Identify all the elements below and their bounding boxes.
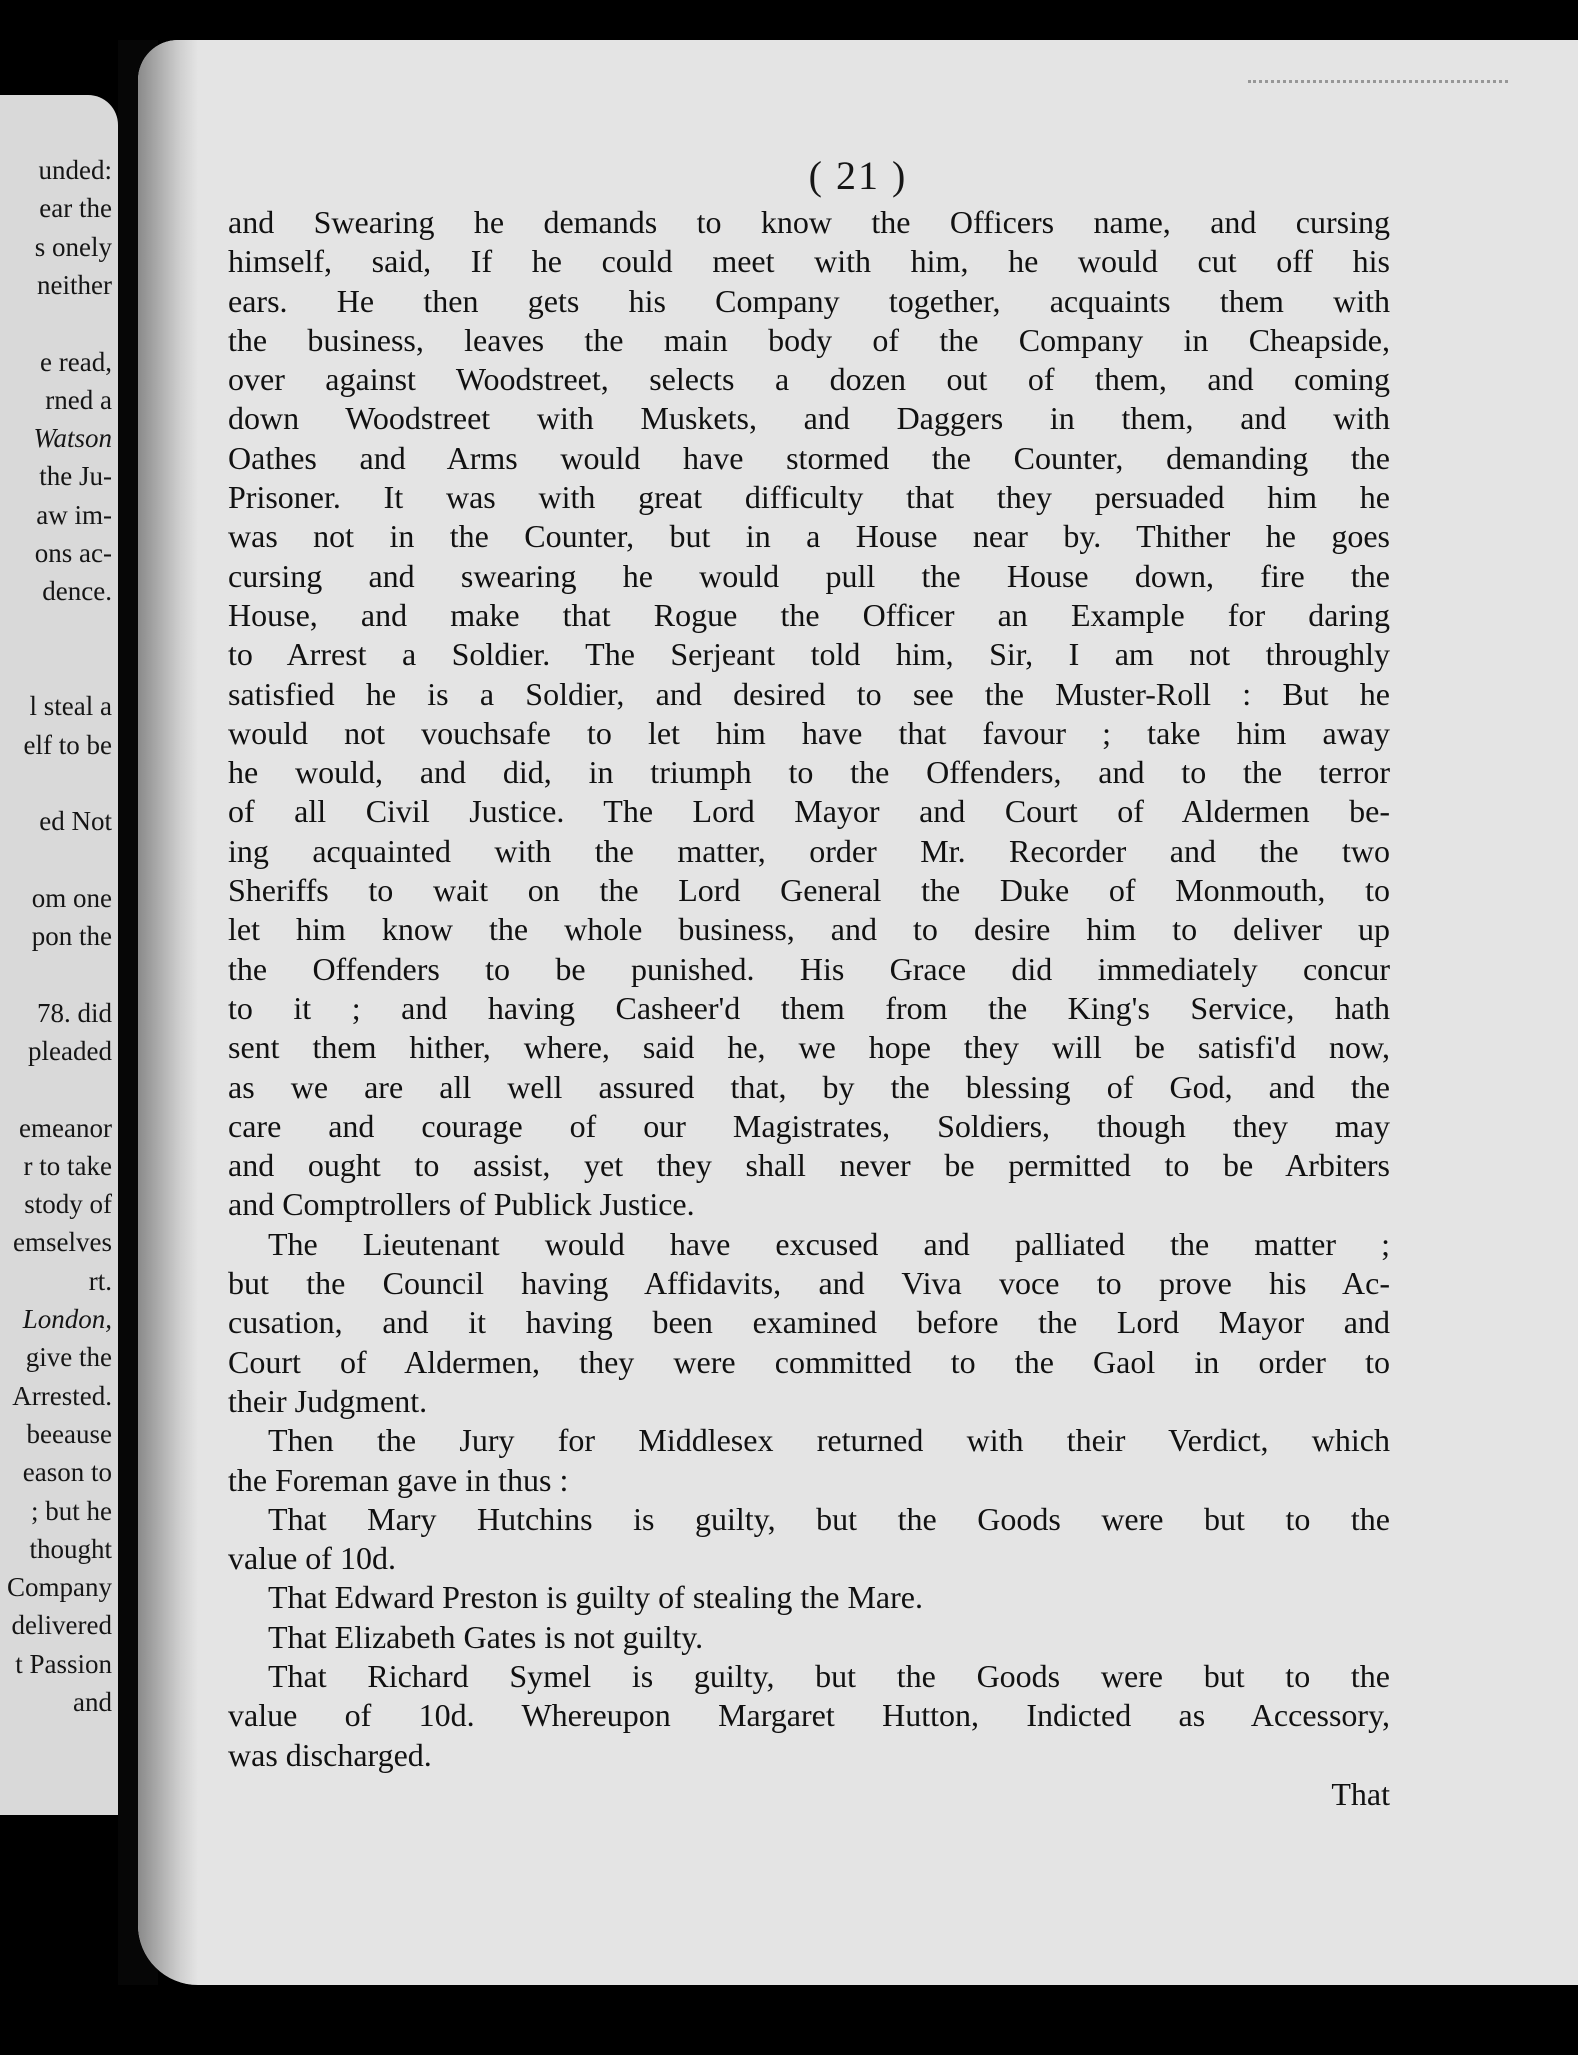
ink-smudge bbox=[1248, 80, 1508, 91]
text-line: The Lieutenant would have excused and palliated the matter ; bbox=[268, 1225, 1390, 1262]
text-line: ing acquainted with the matter, order Mr. Recorder and the two bbox=[228, 832, 1390, 869]
text-line: would not vouchsafe to let him have that favour ; take him away bbox=[228, 714, 1390, 751]
text-line: care and courage of our Magistrates, Soldiers, though they may bbox=[228, 1107, 1390, 1144]
left-margin-fragment: emselves bbox=[13, 1227, 112, 1258]
facing-page-fragment bbox=[0, 95, 118, 1815]
text-line: and Comptrollers of Publick Justice. bbox=[228, 1186, 695, 1223]
text-line: as we are all well assured that, by the blessing of God, and the bbox=[228, 1068, 1390, 1105]
text-line: That Mary Hutchins is guilty, but the Goods were but to the bbox=[268, 1500, 1390, 1537]
text-line: to Arrest a Soldier. The Serjeant told him, Sir, I am not throughly bbox=[228, 636, 1390, 673]
text-line: the Foreman gave in thus : bbox=[228, 1461, 569, 1498]
page-number: ( 21 ) bbox=[808, 153, 908, 198]
left-margin-fragment: thought bbox=[29, 1533, 112, 1564]
text-line: Prisoner. It was with great difficulty that they persuaded him he bbox=[228, 479, 1390, 516]
text-line: Court of Aldermen, they were committed to the Gaol in order to bbox=[228, 1343, 1390, 1380]
left-margin-fragment: unded: bbox=[38, 155, 112, 185]
left-margin-fragment: delivered bbox=[11, 1610, 112, 1641]
text-line: cursing and swearing he would pull the House down, fire the bbox=[228, 557, 1390, 594]
text-line: cusation, and it having been examined before the Lord Mayor and bbox=[228, 1304, 1390, 1341]
left-margin-fragment: 78. did bbox=[36, 997, 112, 1028]
left-margin-fragment: ; but he bbox=[31, 1495, 112, 1526]
left-margin-fragment: aw im- bbox=[36, 499, 112, 530]
text-line: he would, and did, in triumph to the Offenders, and to the terror bbox=[228, 754, 1390, 791]
left-margin-fragment: e read, bbox=[40, 346, 112, 377]
left-margin-fragment: and bbox=[73, 1687, 112, 1717]
left-margin-fragment: ons ac- bbox=[34, 538, 112, 568]
text-line: satisfied he is a Soldier, and desired to see the Muster-Roll : But he bbox=[228, 675, 1390, 712]
body-text bbox=[228, 203, 1390, 1814]
left-margin-fragment: dence. bbox=[42, 576, 112, 607]
left-margin-fragment: neither bbox=[37, 269, 112, 300]
text-line: down Woodstreet with Muskets, and Daggers in them, and with bbox=[228, 400, 1390, 437]
text-line: That Richard Symel is guilty, but the Goods were but to the bbox=[268, 1657, 1390, 1694]
text-line: Oathes and Arms would have stormed the Counter, demanding the bbox=[228, 439, 1390, 476]
text-line: himself, said, If he could meet with him, he would cut off his bbox=[228, 243, 1390, 280]
left-margin-fragment: rt. bbox=[88, 1265, 112, 1296]
text-line: That Elizabeth Gates is not guilty. bbox=[268, 1618, 704, 1655]
text-line: let him know the whole business, and to desire him to deliver up bbox=[228, 911, 1390, 948]
text-line: ears. He then gets his Company together, acquaints them with bbox=[228, 282, 1390, 319]
text-line: over against Woodstreet, selects a dozen out of them, and coming bbox=[228, 361, 1390, 398]
left-margin-fragment: beeause bbox=[26, 1418, 112, 1449]
left-margin-fragment: Arrested. bbox=[12, 1380, 112, 1411]
text-line: the Offenders to be punished. His Grace did immediately concur bbox=[228, 950, 1390, 987]
left-margin-fragment: elf to be bbox=[23, 729, 112, 760]
left-margin-fragment: London, bbox=[22, 1304, 112, 1334]
left-margin-fragment: Watson bbox=[33, 423, 112, 454]
text-line: Sheriffs to wait on the Lord General the Duke of Monmouth, to bbox=[228, 872, 1390, 909]
text-line: was not in the Counter, but in a House near by. Thither he goes bbox=[228, 518, 1390, 555]
text-line: Then the Jury for Middlesex returned with their Verdict, which bbox=[268, 1422, 1390, 1459]
left-margin-fragment: ed Not bbox=[39, 806, 112, 837]
left-margin-fragment: pon the bbox=[31, 921, 112, 951]
text-line: and Swearing he demands to know the Officers name, and cursing bbox=[228, 204, 1390, 240]
left-margin-fragment: Company bbox=[7, 1572, 112, 1603]
text-line: That Edward Preston is guilty of stealing the Mare. bbox=[268, 1579, 923, 1616]
text-line: of all Civil Justice. The Lord Mayor and Court of Aldermen be- bbox=[228, 793, 1390, 830]
left-margin-fragment: r to take bbox=[23, 1150, 112, 1181]
text-line: value of 10d. bbox=[228, 1540, 396, 1577]
left-margin-fragment: emeanor bbox=[19, 1112, 112, 1143]
text-line: was discharged. bbox=[228, 1736, 432, 1773]
text-line: their Judgment. bbox=[228, 1382, 428, 1419]
book-page bbox=[138, 40, 1578, 1985]
left-margin-fragment: stody of bbox=[24, 1189, 112, 1220]
left-margin-fragment: l steal a bbox=[29, 691, 112, 722]
left-margin-fragment: the Ju- bbox=[39, 461, 112, 492]
left-margin-fragment: t Passion bbox=[15, 1648, 112, 1679]
left-margin-fragment: pleaded bbox=[28, 1035, 112, 1066]
left-margin-fragment: ear the bbox=[39, 193, 112, 224]
text-line: the business, leaves the main body of the Company in Cheapside, bbox=[228, 321, 1390, 358]
text-line: to it ; and having Casheer'd them from the King's Service, hath bbox=[228, 989, 1390, 1026]
text-line: and ought to assist, yet they shall never be permitted to be Arbiters bbox=[228, 1147, 1390, 1184]
text-line: value of 10d. Whereupon Margaret Hutton, Indicted as Accessory, bbox=[228, 1697, 1390, 1734]
text-line: but the Council having Affidavits, and Viva voce to prove his Ac- bbox=[228, 1265, 1390, 1302]
text-line: House, and make that Rogue the Officer an Example for daring bbox=[228, 596, 1390, 633]
left-margin-fragment: s onely bbox=[34, 231, 112, 262]
text-line: sent them hither, where, said he, we hope they will be satisfi'd now, bbox=[228, 1029, 1390, 1066]
left-margin-fragment: eason to bbox=[22, 1457, 112, 1488]
left-margin-fragment: om one bbox=[31, 882, 112, 913]
left-margin-fragment: rned a bbox=[45, 384, 112, 415]
catchword: That bbox=[1331, 1775, 1390, 1812]
left-margin-fragment: give the bbox=[25, 1342, 112, 1373]
